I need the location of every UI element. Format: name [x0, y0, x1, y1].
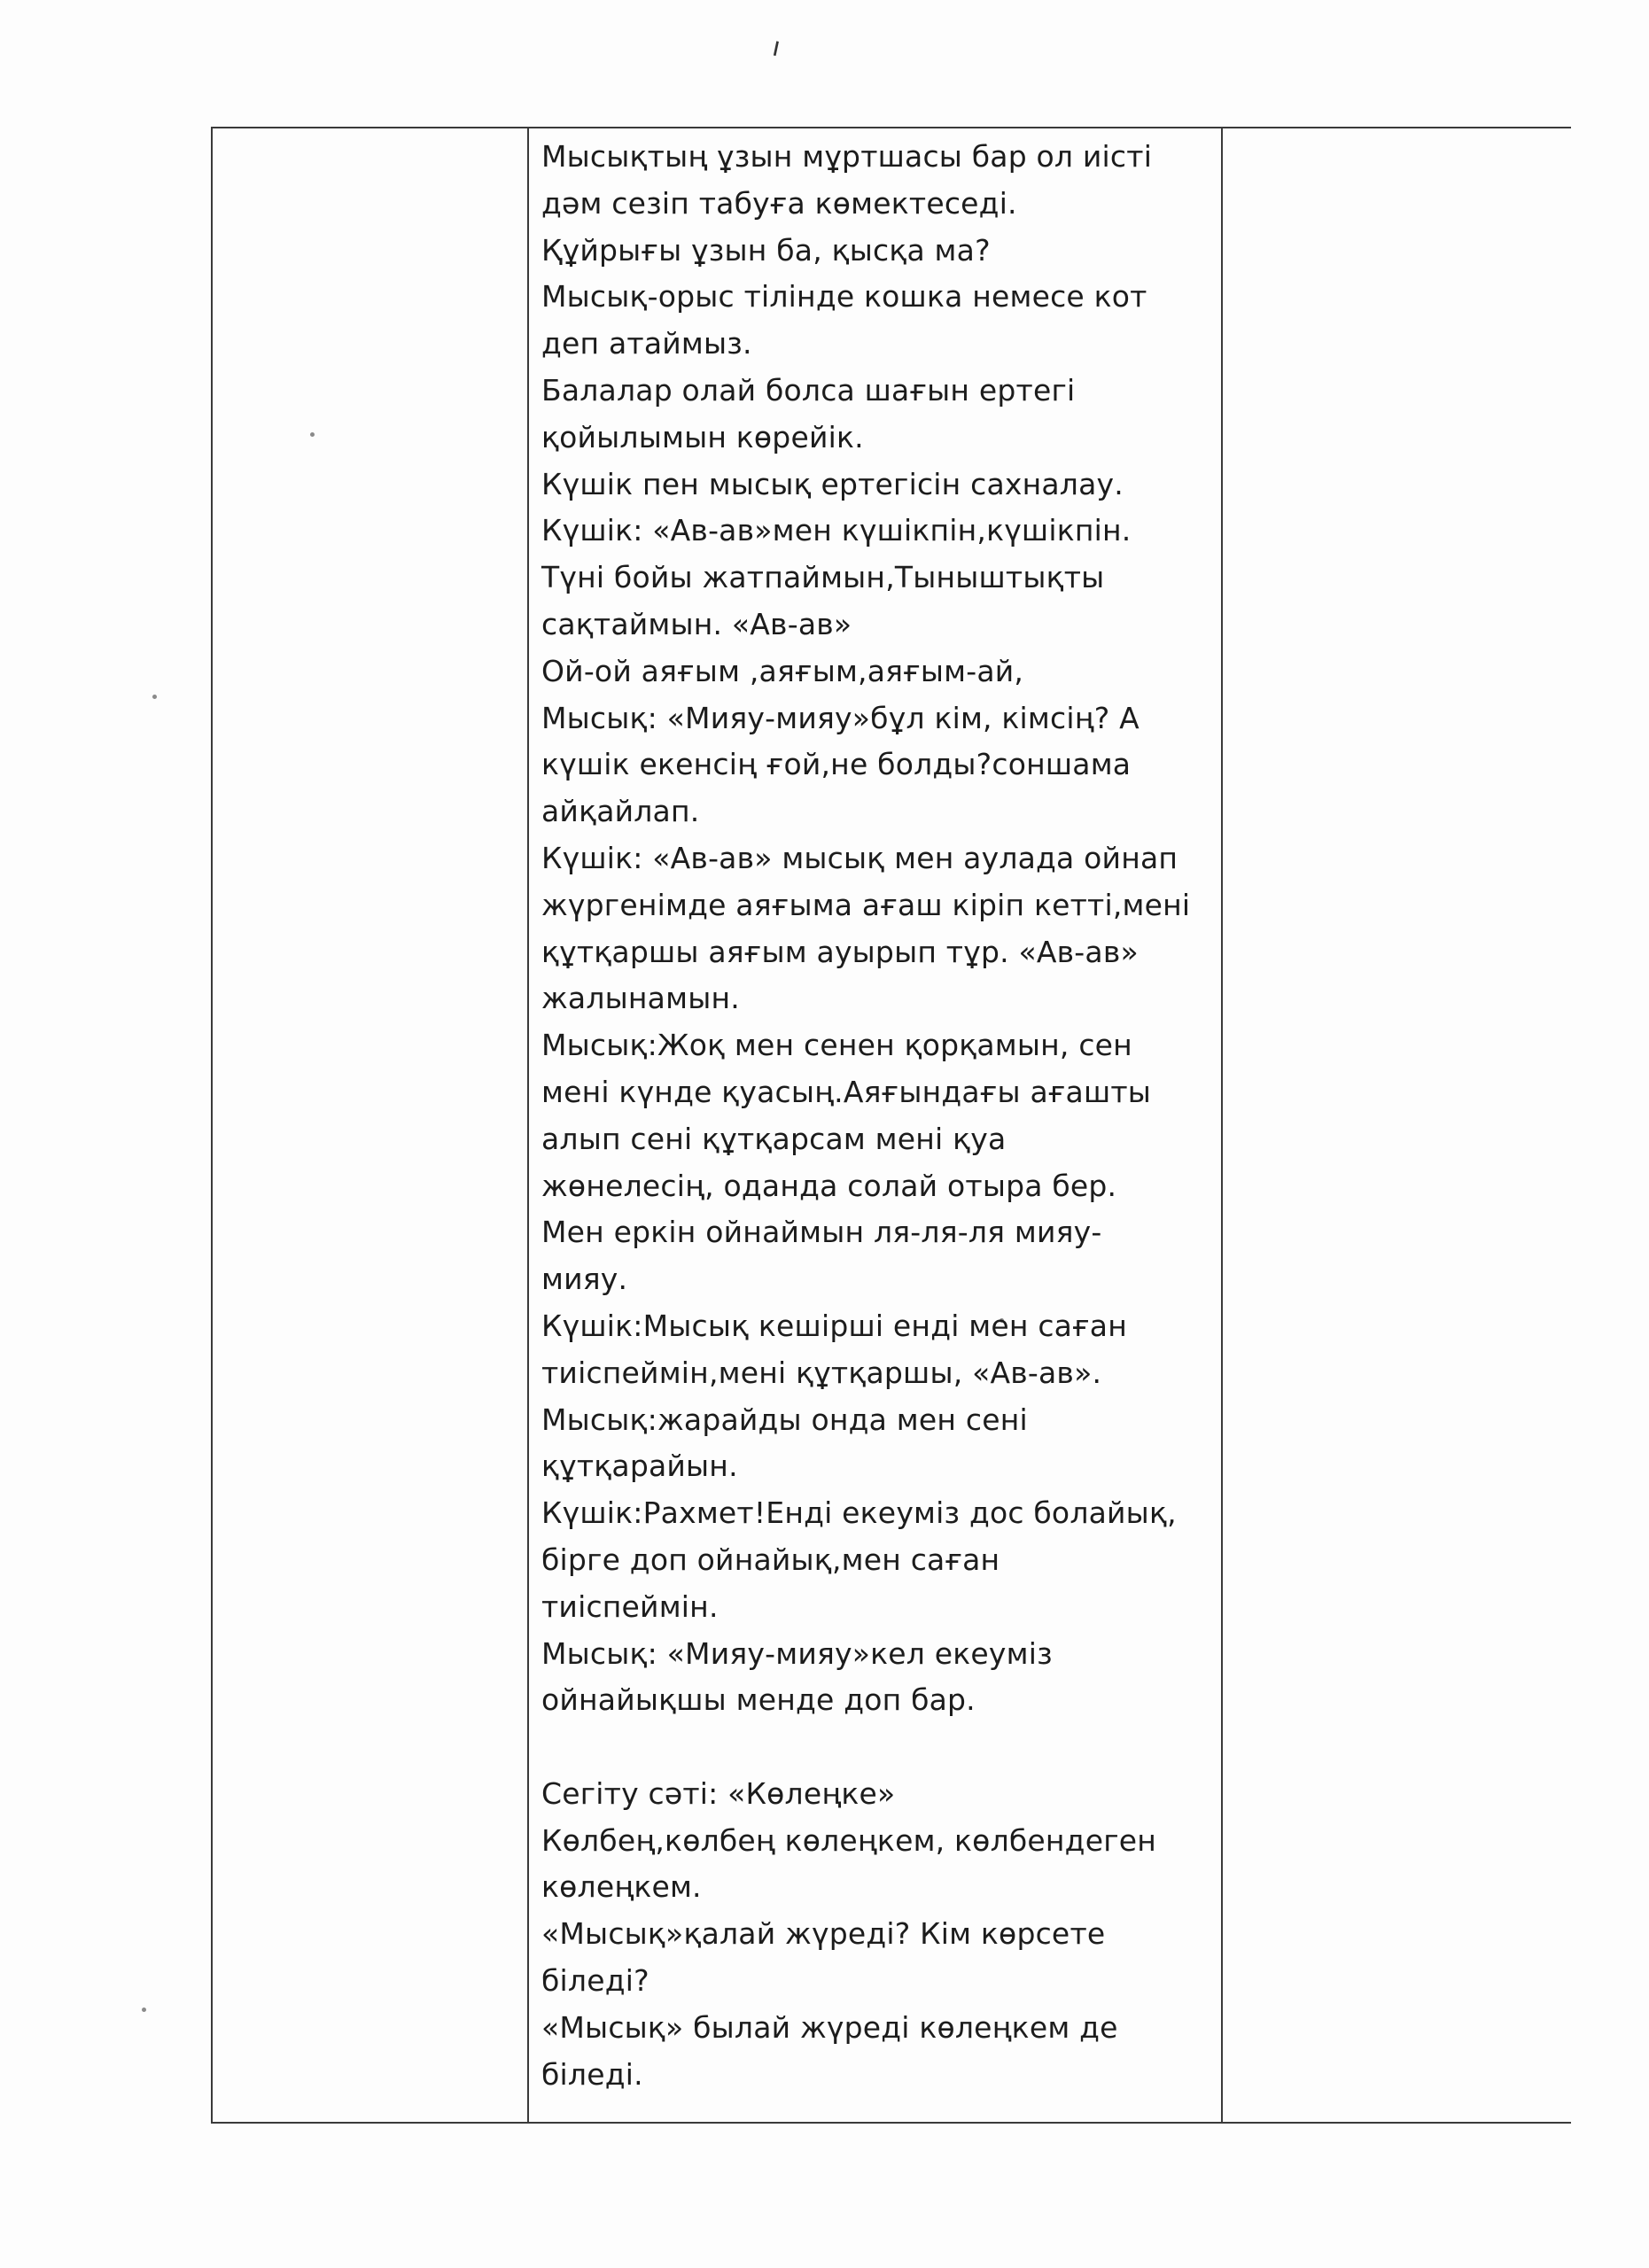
text-line: мияу. — [541, 1262, 628, 1297]
text-line: Мысық-орыс тілінде кошка немесе кот — [541, 279, 1147, 315]
text-line: Күшік: «Ав-ав»мен күшікпін,күшікпін. — [541, 513, 1132, 548]
text-line: Мысық: «Мияу-мияу»бұл кім, кімсің? А — [541, 700, 1140, 735]
text-line: көлеңкем. — [541, 1869, 702, 1905]
text-line: тиіспеймін,мені құтқаршы, «Ав-ав». — [541, 1355, 1102, 1390]
text-line: бірге доп ойнайық,мен саған — [541, 1542, 1000, 1577]
table-cell-right — [1223, 128, 1573, 2122]
text-line: Сегіту сәті: «Көлеңке» — [541, 1775, 896, 1811]
text-line: Түні бойы жатпаймын,Тыныштықты — [541, 560, 1105, 595]
scan-speck — [142, 2008, 146, 2012]
text-line: құтқарайын. — [541, 1449, 738, 1484]
text-line: «Мысық»қалай жүреді? Кім көрсете — [541, 1916, 1106, 1952]
text-line: сақтаймын. «Ав-ав» — [541, 606, 852, 641]
text-line: біледі. — [541, 2056, 643, 2092]
text-line: қойылымын көрейік. — [541, 419, 864, 454]
text-line: күшік екенсің ғой,не болды?соншама — [541, 747, 1132, 782]
text-line: дәм сезіп табуға көмектеседі. — [541, 185, 1017, 221]
lesson-text — [529, 128, 1221, 2098]
text-line: алып сені құтқарсам мені қуа — [541, 1121, 1007, 1156]
text-line: Күшік:Мысық кешірші енді мен саған — [541, 1308, 1127, 1343]
text-line: жалынамын. — [541, 981, 740, 1016]
text-line: мені күнде қуасың.Аяғындағы ағашты — [541, 1074, 1152, 1109]
text-line: Күшік: «Ав-ав» мысық мен аулада ойнап — [541, 840, 1178, 875]
text-line: ойнайықшы менде доп бар. — [541, 1682, 976, 1718]
blank-line — [541, 1724, 1212, 1771]
text-line: Көлбең,көлбең көлеңкем, көлбендеген — [541, 1822, 1157, 1858]
scan-speck — [152, 695, 157, 699]
text-line: деп атаймыз. — [541, 326, 752, 361]
table-cell-left — [213, 128, 529, 2122]
text-line: Балалар олай болса шағын ертегі — [541, 372, 1076, 408]
text-line: жөнелесің, оданда солай отыра бер. — [541, 1168, 1117, 1203]
text-line: біледі? — [541, 1963, 649, 1999]
text-line: тиіспеймін. — [541, 1588, 719, 1624]
text-line: құтқаршы аяғым ауырып тұр. «Ав-ав» — [541, 934, 1139, 969]
text-line: Күшік:Рахмет!Енді екеуміз дос болайық, — [541, 1495, 1177, 1531]
text-line: «Мысық» былай жүреді көлеңкем де — [541, 2009, 1118, 2045]
text-line: жүргенімде аяғыма ағаш кіріп кетті,мені — [541, 887, 1191, 922]
text-line: Мысық:Жоқ мен сенен қорқамын, сен — [541, 1028, 1132, 1063]
text-line: Мен еркін ойнаймын ля-ля-ля мияу- — [541, 1215, 1102, 1250]
table-cell-middle — [529, 128, 1223, 2122]
lesson-table — [211, 127, 1571, 2124]
text-line: Ой-ой аяғым ,аяғым,аяғым-ай, — [541, 653, 1024, 688]
text-line: Күшік пен мысық ертегісін сахналау. — [541, 466, 1124, 501]
text-line: Мысықтың ұзын мұртшасы бар ол иісті — [541, 139, 1153, 174]
text-line: Құйрығы ұзын ба, қысқа ма? — [541, 232, 991, 268]
text-line: айқайлап. — [541, 794, 700, 829]
top-pen-mark: ı — [769, 31, 783, 64]
text-line: Мысық:жарайды онда мен сені — [541, 1402, 1028, 1437]
text-line: Мысық: «Мияу-мияу»кел екеуміз — [541, 1635, 1053, 1671]
